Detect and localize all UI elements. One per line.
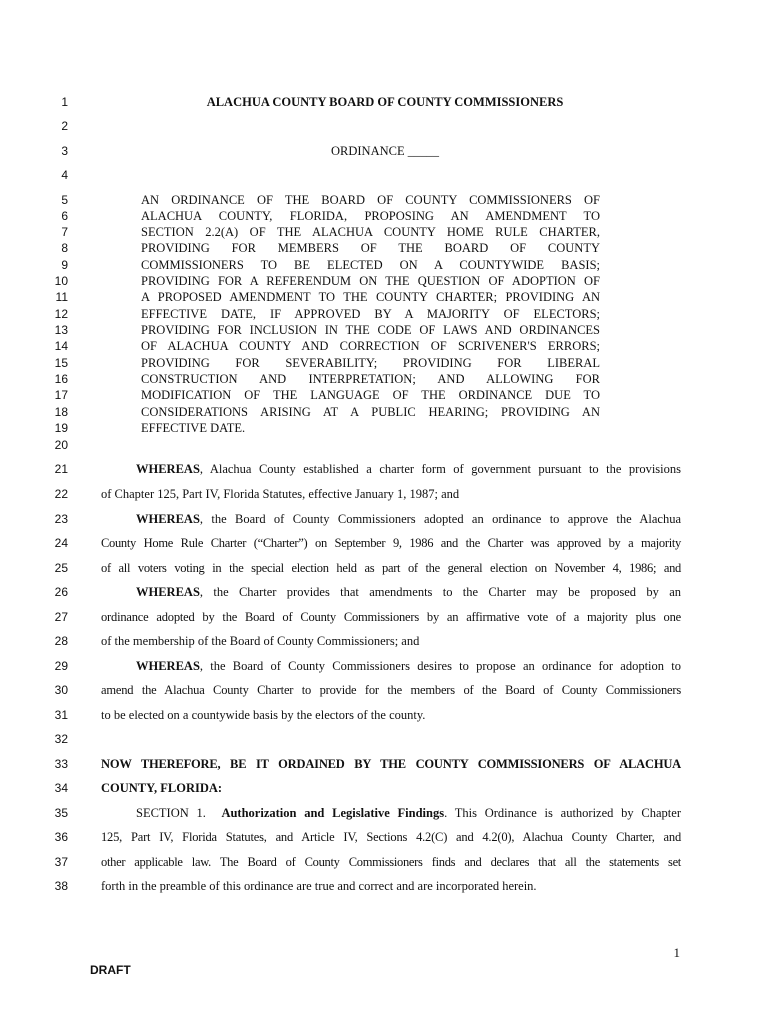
caption-line: EFFECTIVE DATE, IF APPROVED BY A MAJORITY OF ELECTORS; <box>141 307 600 321</box>
ordaining-clause: COUNTY, FLORIDA: <box>101 781 223 795</box>
line-number: 12 <box>54 307 68 321</box>
caption-line: PROVIDING FOR MEMBERS OF THE BOARD OF COUNTY <box>141 241 600 255</box>
line-number: 37 <box>54 855 68 869</box>
line-number: 23 <box>54 512 68 526</box>
caption-line: CONSIDERATIONS ARISING AT A PUBLIC HEARING; PROVIDING AN <box>141 405 600 419</box>
caption-line: OF ALACHUA COUNTY AND CORRECTION OF SCRIVENER'S ERRORS; <box>141 339 600 353</box>
whereas-clause-3-line: of the membership of the Board of County Commissioners; and <box>101 634 420 648</box>
line-number: 9 <box>61 258 68 272</box>
line-number: 29 <box>54 659 68 673</box>
line-number: 4 <box>61 168 68 182</box>
line-number: 10 <box>54 274 68 288</box>
whereas-keyword: WHEREAS <box>136 512 200 526</box>
line-number: 11 <box>55 290 68 304</box>
line-number: 20 <box>54 438 68 452</box>
line-number: 28 <box>54 634 68 648</box>
line-number: 26 <box>54 585 68 599</box>
caption-line: PROVIDING FOR A REFERENDUM ON THE QUESTION OF ADOPTION OF <box>141 274 600 288</box>
section-text: . This Ordinance is authorized by Chapter <box>444 806 681 820</box>
section-heading: Authorization and Legislative Findings <box>221 806 445 820</box>
caption-line: PROVIDING FOR SEVERABILITY; PROVIDING FOR LIBERAL <box>141 356 600 370</box>
line-number: 7 <box>61 225 68 239</box>
line-number: 17 <box>54 388 68 402</box>
line-number: 5 <box>61 193 68 207</box>
line-number: 16 <box>54 372 68 386</box>
whereas-clause-1-line: of Chapter 125, Part IV, Florida Statutes, effective January 1, 1987; and <box>101 487 460 501</box>
ordinance-number-label: ORDINANCE _____ <box>331 144 439 158</box>
section-1-line: forth in the preamble of this ordinance are true and correct and are incorporated herein. <box>101 879 537 893</box>
caption-line: A PROPOSED AMENDMENT TO THE COUNTY CHARTER; PROVIDING AN <box>141 290 600 304</box>
whereas-clause-4-line <box>136 659 681 673</box>
line-number: 36 <box>54 830 68 844</box>
whereas-clause-2-line <box>136 512 681 526</box>
section-1-line: 125, Part IV, Florida Statutes, and Article IV, Sections 4.2(C) and 4.2(0), Alachua County Charter, and <box>101 830 681 844</box>
whereas-clause-2-line: County Home Rule Charter (“Charter”) on September 9, 1986 and the Charter was approved by a majority <box>101 536 681 550</box>
line-number: 24 <box>54 536 68 550</box>
ordaining-clause: NOW THEREFORE, BE IT ORDAINED BY THE COUNTY COMMISSIONERS OF ALACHUA <box>101 757 681 771</box>
draft-label: DRAFT <box>90 963 131 977</box>
line-number: 33 <box>54 757 68 771</box>
line-number: 38 <box>54 879 68 893</box>
line-number: 31 <box>54 708 68 722</box>
line-number: 19 <box>54 421 68 435</box>
whereas-clause-3-line <box>136 585 681 599</box>
line-number: 25 <box>54 561 68 575</box>
line-number: 1 <box>61 95 68 109</box>
section-1-line <box>136 806 681 820</box>
line-number: 32 <box>54 732 68 746</box>
whereas-clause-4-line: to be elected on a countywide basis by the electors of the county. <box>101 708 426 722</box>
line-number: 34 <box>54 781 68 795</box>
whereas-keyword: WHEREAS <box>136 462 200 476</box>
line-number: 14 <box>54 339 68 353</box>
line-number: 3 <box>61 144 68 158</box>
line-number: 13 <box>54 323 68 337</box>
caption-line: MODIFICATION OF THE LANGUAGE OF THE ORDINANCE DUE TO <box>141 388 600 402</box>
document-heading: ALACHUA COUNTY BOARD OF COUNTY COMMISSIONERS <box>206 95 564 109</box>
whereas-clause-1-line <box>136 462 681 476</box>
whereas-clause-3-line: ordinance adopted by the Board of County Commissioners by an affirmative vote of a majority plus one <box>101 610 681 624</box>
line-number: 35 <box>54 806 68 820</box>
whereas-keyword: WHEREAS <box>136 659 200 673</box>
section-number: SECTION 1. <box>136 806 206 820</box>
line-number: 6 <box>61 209 68 223</box>
line-number: 30 <box>54 683 68 697</box>
clause-text: , Alachua County established a charter form of government pursuant to the provisions <box>199 462 681 476</box>
caption-line: AN ORDINANCE OF THE BOARD OF COUNTY COMMISSIONERS OF <box>141 193 600 207</box>
page-number: 1 <box>673 945 680 960</box>
clause-text: , the Charter provides that amendments to the Charter may be proposed by an <box>199 585 681 599</box>
line-number: 2 <box>61 119 68 133</box>
line-number: 21 <box>54 462 68 476</box>
caption-line: SECTION 2.2(A) OF THE ALACHUA COUNTY HOME RULE CHARTER, <box>141 225 600 239</box>
caption-line: EFFECTIVE DATE. <box>141 421 246 435</box>
line-number: 22 <box>54 487 68 501</box>
line-number: 15 <box>54 356 68 370</box>
caption-line: CONSTRUCTION AND INTERPRETATION; AND ALLOWING FOR <box>141 372 600 386</box>
caption-line: ALACHUA COUNTY, FLORIDA, PROPOSING AN AMENDMENT TO <box>141 209 600 223</box>
whereas-keyword: WHEREAS <box>136 585 200 599</box>
caption-line: COMMISSIONERS TO BE ELECTED ON A COUNTYWIDE BASIS; <box>141 258 600 272</box>
caption-line: PROVIDING FOR INCLUSION IN THE CODE OF LAWS AND ORDINANCES <box>141 323 600 337</box>
whereas-clause-2-line: of all voters voting in the special election held as part of the general election on November 4, 1986; and <box>101 561 681 575</box>
clause-text: , the Board of County Commissioners adopted an ordinance to approve the Alachua <box>199 512 681 526</box>
clause-text: , the Board of County Commissioners desires to propose an ordinance for adoption to <box>199 659 681 673</box>
line-number: 18 <box>54 405 68 419</box>
whereas-clause-4-line: amend the Alachua County Charter to provide for the members of the Board of County Commissioners <box>101 683 681 697</box>
line-number: 8 <box>61 241 68 255</box>
section-1-line: other applicable law. The Board of County Commissioners finds and declares that all the statements set <box>101 855 681 869</box>
line-number: 27 <box>54 610 68 624</box>
